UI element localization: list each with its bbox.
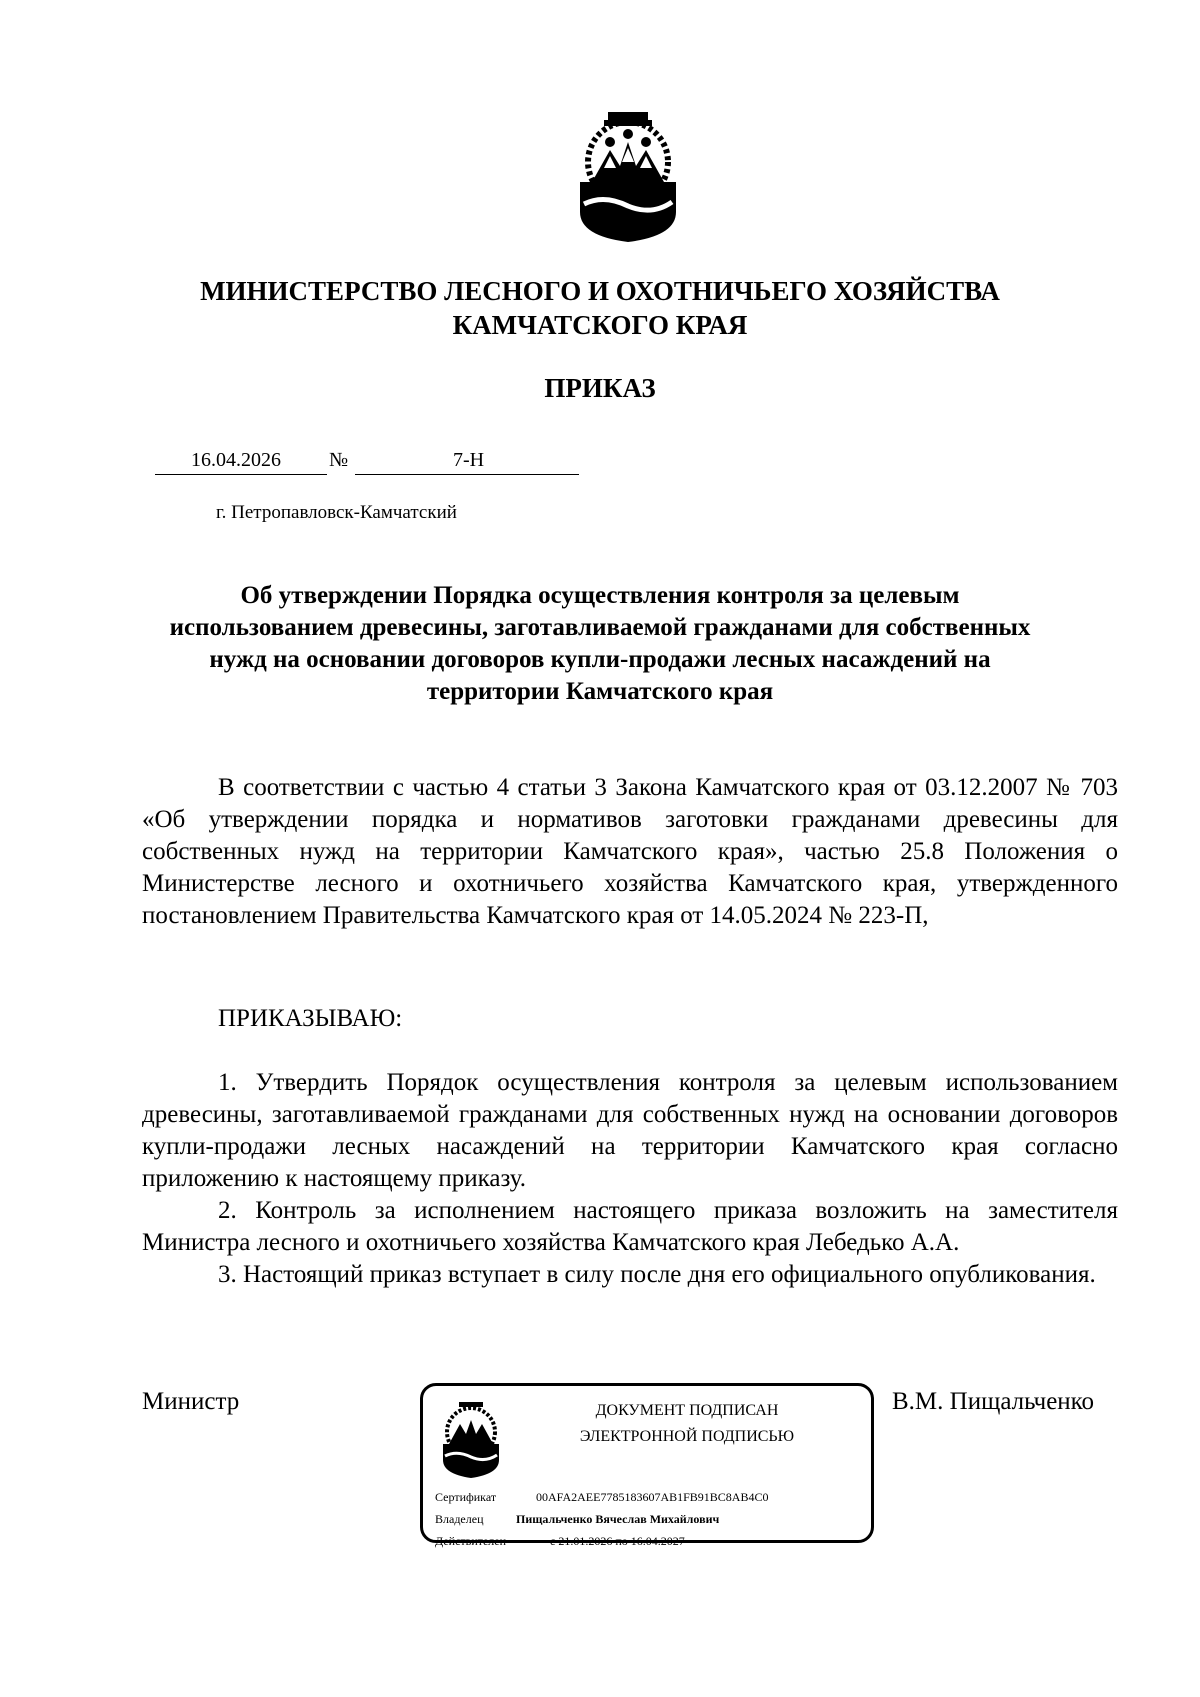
coat-of-arms-icon — [574, 112, 682, 242]
owner-value: Пищальченко Вячеслав Михайлович — [516, 1512, 720, 1526]
stamp-title-line2: ЭЛЕКТРОННОЙ ПОДПИСЬЮ — [579, 1428, 795, 1445]
stamp-cert-row — [435, 1490, 768, 1505]
signatory-name: В.М. Пищальченко — [892, 1388, 1095, 1415]
order-item: 2. Контроль за исполнением настоящего приказа возложить на заместителя Министра лесного и охотничьего хозяйства Камчатского края Лебедько А.А. — [142, 1197, 1118, 1256]
valid-label: Действителен — [435, 1534, 507, 1548]
document-heading: Об утверждении Порядка осуществления контроля за целевым использованием древесины, заготавливаемой гражданами для собственных нужд на основании договоров купли-продажи лесных насаждений на территории Камчатского края — [169, 582, 1031, 705]
electronic-signature-stamp — [420, 1383, 874, 1548]
ministry-name-line1: МИНИСТЕРСТВО ЛЕСНОГО И ОХОТНИЧЬЕГО ХОЗЯЙСТВА — [200, 276, 1000, 306]
order-items — [142, 1067, 1118, 1291]
document-number: 7-Н — [453, 449, 485, 471]
number-underline — [355, 474, 579, 475]
order-word: ПРИКАЗЫВАЮ: — [218, 1005, 403, 1032]
cert-value: 00AFA2AEE7785183607AB1FB91BC8AB4C0 — [536, 1490, 769, 1504]
date-number-line — [155, 449, 585, 477]
preamble-paragraph: В соответствии с частью 4 статьи 3 Закона Камчатского края от 03.12.2007 № 703 «Об утверждении порядка и нормативов заготовки гражданами древесины для собственных нужд на территории Камчатского края», частью 25.8 Положения о Министерстве лесного и охотничьего хозяйства Камчатского края, утвержденного постановлением Правительства Камчатского края от 14.05.2024 № 223-П, — [142, 774, 1118, 929]
cert-label: Сертификат — [435, 1490, 497, 1504]
valid-value: с 21.01.2026 по 16.04.2027 — [550, 1534, 685, 1548]
document-date: 16.04.2026 — [191, 449, 281, 471]
date-underline — [155, 474, 327, 475]
document-type: ПРИКАЗ — [544, 373, 656, 403]
stamp-title-line1: ДОКУМЕНТ ПОДПИСАН — [595, 1402, 779, 1419]
stamp-coat-of-arms-icon — [439, 1402, 503, 1478]
stamp-owner-row — [435, 1512, 719, 1527]
signatory-position: Министр — [142, 1388, 240, 1415]
order-item: 3. Настоящий приказ вступает в силу после дня его официального опубликования. — [218, 1261, 1096, 1288]
stamp-title — [519, 1398, 855, 1450]
number-sign: № — [329, 449, 349, 471]
owner-label: Владелец — [435, 1512, 484, 1526]
ministry-name-line2: КАМЧАТСКОГО КРАЯ — [452, 310, 748, 340]
order-item: 1. Утвердить Порядок осуществления контроля за целевым использованием древесины, заготавливаемой гражданами для собственных нужд на основании договоров купли-продажи лесных насаждений на территории Камчатского края согласно приложению к настоящему приказу. — [142, 1069, 1118, 1192]
stamp-valid-row — [435, 1534, 685, 1549]
city: г. Петропавловск-Камчатский — [216, 502, 457, 523]
